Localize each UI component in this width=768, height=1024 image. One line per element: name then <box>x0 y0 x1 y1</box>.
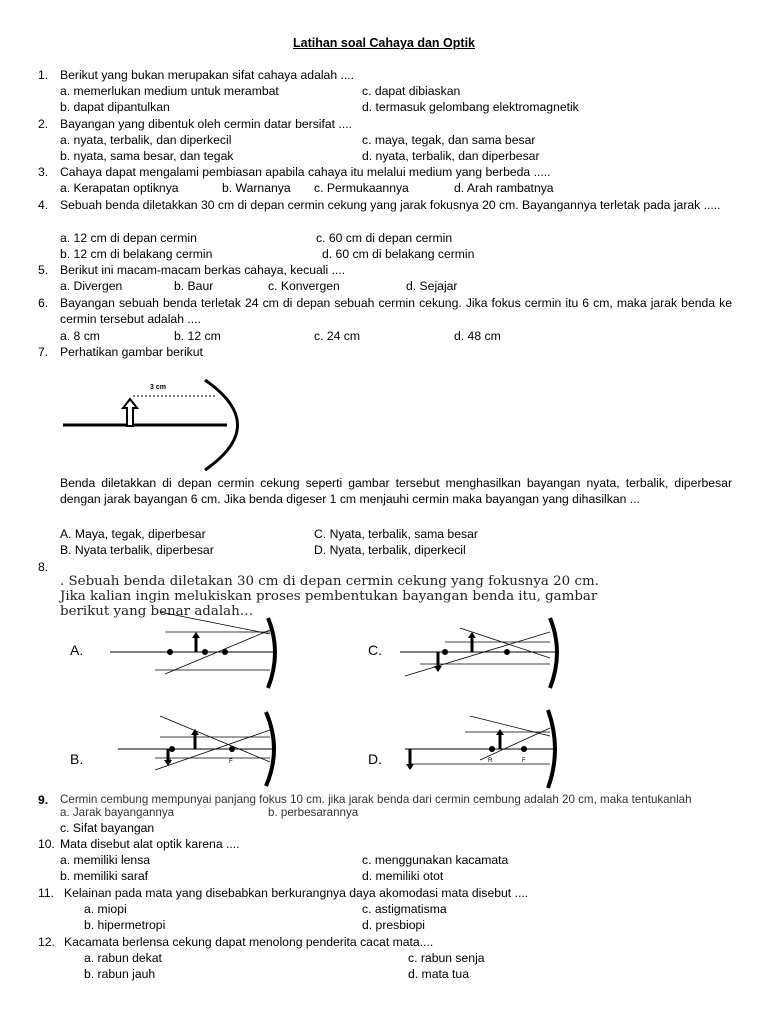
diagram-label-c: C. <box>368 642 382 658</box>
option-a: a. 12 cm di depan cermin <box>60 231 197 245</box>
question-text: Benda diletakkan di depan cermin cekung seperti gambar tersebut menghasilkan bayangan nyata, terbalik, diperbesar dengan jarak bayangan 6 cm. Jika benda digeser 1 cm menjauhi cermin maka bayangan yang dihasilkan ... <box>60 476 732 506</box>
question-text: Mata disebut alat optik karena .... <box>60 837 240 851</box>
question-text: Cermin cembung mempunyai panjang fokus 10 cm. jika jarak benda dari cermin cembung adalah 20 cm, maka tentukanlah <box>60 793 692 806</box>
options-row <box>60 99 740 115</box>
object-arrow <box>123 399 137 426</box>
question-number: 11. <box>38 886 55 900</box>
option-b: B. Nyata terbalik, diperbesar <box>60 543 214 557</box>
options-row <box>60 852 740 868</box>
option-d: d. presbiopi <box>362 918 426 932</box>
question-text: Kacamata berlensa cekung dapat menolong penderita cacat mata.... <box>64 935 434 949</box>
options-row <box>84 917 764 933</box>
ray-diagram-c <box>400 618 557 688</box>
options-row <box>60 83 740 99</box>
option-c: c. astigmatisma <box>362 902 447 916</box>
option-a: a. 8 cm <box>60 329 100 343</box>
options-row <box>60 820 740 836</box>
question-text: Berikut ini macam-macam berkas cahaya, kecuali .... <box>60 263 346 277</box>
option-b: b. 12 cm <box>174 329 221 343</box>
option-c: c. menggunakan kacamata <box>362 853 509 867</box>
question-12 <box>38 934 732 950</box>
options-row <box>84 966 764 982</box>
question-number: 2. <box>38 117 49 131</box>
option-a: a. Kerapatan optiknya <box>60 181 179 195</box>
option-b: b. dapat dipantulkan <box>60 100 170 114</box>
option-a: a. memiliki lensa <box>60 853 151 867</box>
option-c: c. 24 cm <box>314 329 361 343</box>
options-row <box>60 328 740 344</box>
question-text: Cahaya dapat mengalami pembiasan apabila cahaya itu melalui medium yang berbeda ..... <box>60 165 551 179</box>
concave-mirror-figure <box>55 374 255 474</box>
option-b: b. nyata, sama besar, dan tegak <box>60 149 234 163</box>
option-d: d. memiliki otot <box>362 869 444 883</box>
option-c: C. Nyata, terbalik, sama besar <box>314 527 478 541</box>
ray-diagrams <box>60 612 620 792</box>
question-2 <box>38 116 732 132</box>
option-d: D. Nyata, terbalik, diperkecil <box>314 543 466 557</box>
question-number: 8. <box>38 560 49 574</box>
question-10 <box>38 836 732 852</box>
question-text: Berikut yang bukan merupakan sifat cahaya adalah .... <box>60 68 355 82</box>
point-f-label: F <box>522 758 526 764</box>
point-r-label: R <box>167 759 172 765</box>
option-d: d. 60 cm di belakang cermin <box>322 247 475 261</box>
question-number: 5. <box>38 263 49 277</box>
question-number: 10. <box>38 837 55 851</box>
option-a: a. Divergen <box>60 279 123 293</box>
option-d: d. nyata, terbalik, dan diperbesar <box>362 149 540 163</box>
question-text: Sebuah benda diletakkan 30 cm di depan cermin cekung yang jarak fokusnya 20 cm. Bayangannya terletak pada jarak ..... <box>60 198 721 212</box>
question-number: 12. <box>38 935 55 949</box>
option-c: c. maya, tegak, dan sama besar <box>362 133 536 147</box>
options-row <box>60 868 740 884</box>
question-number: 7. <box>38 345 49 359</box>
question-1 <box>38 67 732 83</box>
question-number: 4. <box>38 198 49 212</box>
option-b: b. 12 cm di belakang cermin <box>60 247 213 261</box>
option-b: b. memiliki saraf <box>60 869 149 883</box>
scanned-question-text: . Sebuah benda diletakan 30 cm di depan cermin cekung yang fokusnya 20 cm. Jika kalian ingin melukiskan proses pembentukan bayangan benda itu, gambar berikut yang benar adalah… <box>60 574 599 619</box>
diagram-label-b: B. <box>70 751 84 767</box>
options-row <box>60 180 740 196</box>
option-b: b. Baur <box>174 279 214 293</box>
question-7-body <box>60 475 732 507</box>
question-6 <box>38 295 732 327</box>
option-a: a. miopi <box>84 902 127 916</box>
options-row <box>60 246 740 262</box>
option-b: b. Warnanya <box>222 181 291 195</box>
question-number: 6. <box>38 296 49 310</box>
option-b: b. rabun jauh <box>84 967 156 981</box>
option-c: c. Sifat bayangan <box>60 821 155 835</box>
option-d: d. termasuk gelombang elektromagnetik <box>362 100 579 114</box>
question-text: Bayangan yang dibentuk oleh cermin datar bersifat .... <box>60 117 353 131</box>
question-5 <box>38 262 732 278</box>
option-a: A. Maya, tegak, diperbesar <box>60 527 206 541</box>
option-b: b. hipermetropi <box>84 918 166 932</box>
question-4 <box>38 197 732 213</box>
options-row <box>84 901 764 917</box>
ray-diagram-d <box>405 710 555 788</box>
page-title: Latihan soal Cahaya dan Optik <box>293 36 475 50</box>
option-a: a. rabun dekat <box>84 951 162 965</box>
options-row <box>60 230 740 246</box>
question-number: 1. <box>38 68 49 82</box>
point-r-label: R <box>488 758 493 764</box>
option-d: d. Sejajar <box>406 279 458 293</box>
question-text: Perhatikan gambar berikut <box>60 345 203 359</box>
question-number: 9. <box>38 793 49 807</box>
point-f-label: F <box>229 759 233 765</box>
option-d: d. 48 cm <box>454 329 501 343</box>
options-row <box>84 950 764 966</box>
diagram-label-d: D. <box>368 751 382 767</box>
option-a: a. Jarak bayangannya <box>60 806 175 819</box>
options-row <box>60 278 740 294</box>
question-text: Kelainan pada mata yang disebabkan berkurangnya daya akomodasi mata disebut .... <box>64 886 529 900</box>
question-11 <box>38 885 732 901</box>
question-7 <box>38 344 732 360</box>
option-c: c. rabun senja <box>408 951 485 965</box>
option-c: c. 60 cm di depan cermin <box>316 231 453 245</box>
option-c: c. dapat dibiaskan <box>362 84 461 98</box>
question-number: 3. <box>38 165 49 179</box>
options-row <box>60 805 740 821</box>
option-a: a. nyata, terbalik, dan diperkecil <box>60 133 232 147</box>
question-3 <box>38 164 732 180</box>
option-d: d. Arah rambatnya <box>454 181 554 195</box>
ray-diagram-a <box>110 612 275 688</box>
options-row <box>60 148 740 164</box>
option-c: c. Konvergen <box>268 279 340 293</box>
options-row <box>60 132 740 148</box>
distance-label: 3 cm <box>150 384 166 391</box>
question-text: Bayangan sebuah benda terletak 24 cm di depan sebuah cermin cekung. Jika fokus cermin itu 6 cm, maka jarak benda ke cermin tersebut adalah .... <box>60 296 732 326</box>
options-row <box>60 542 740 558</box>
options-row <box>60 526 740 542</box>
option-b: b. perbesarannya <box>268 806 359 819</box>
option-c: c. Permukaannya <box>314 181 409 195</box>
ray-diagram-b <box>118 712 275 786</box>
diagram-label-a: A. <box>70 642 84 658</box>
option-d: d. mata tua <box>408 967 469 981</box>
option-a: a. memerlukan medium untuk merambat <box>60 84 279 98</box>
